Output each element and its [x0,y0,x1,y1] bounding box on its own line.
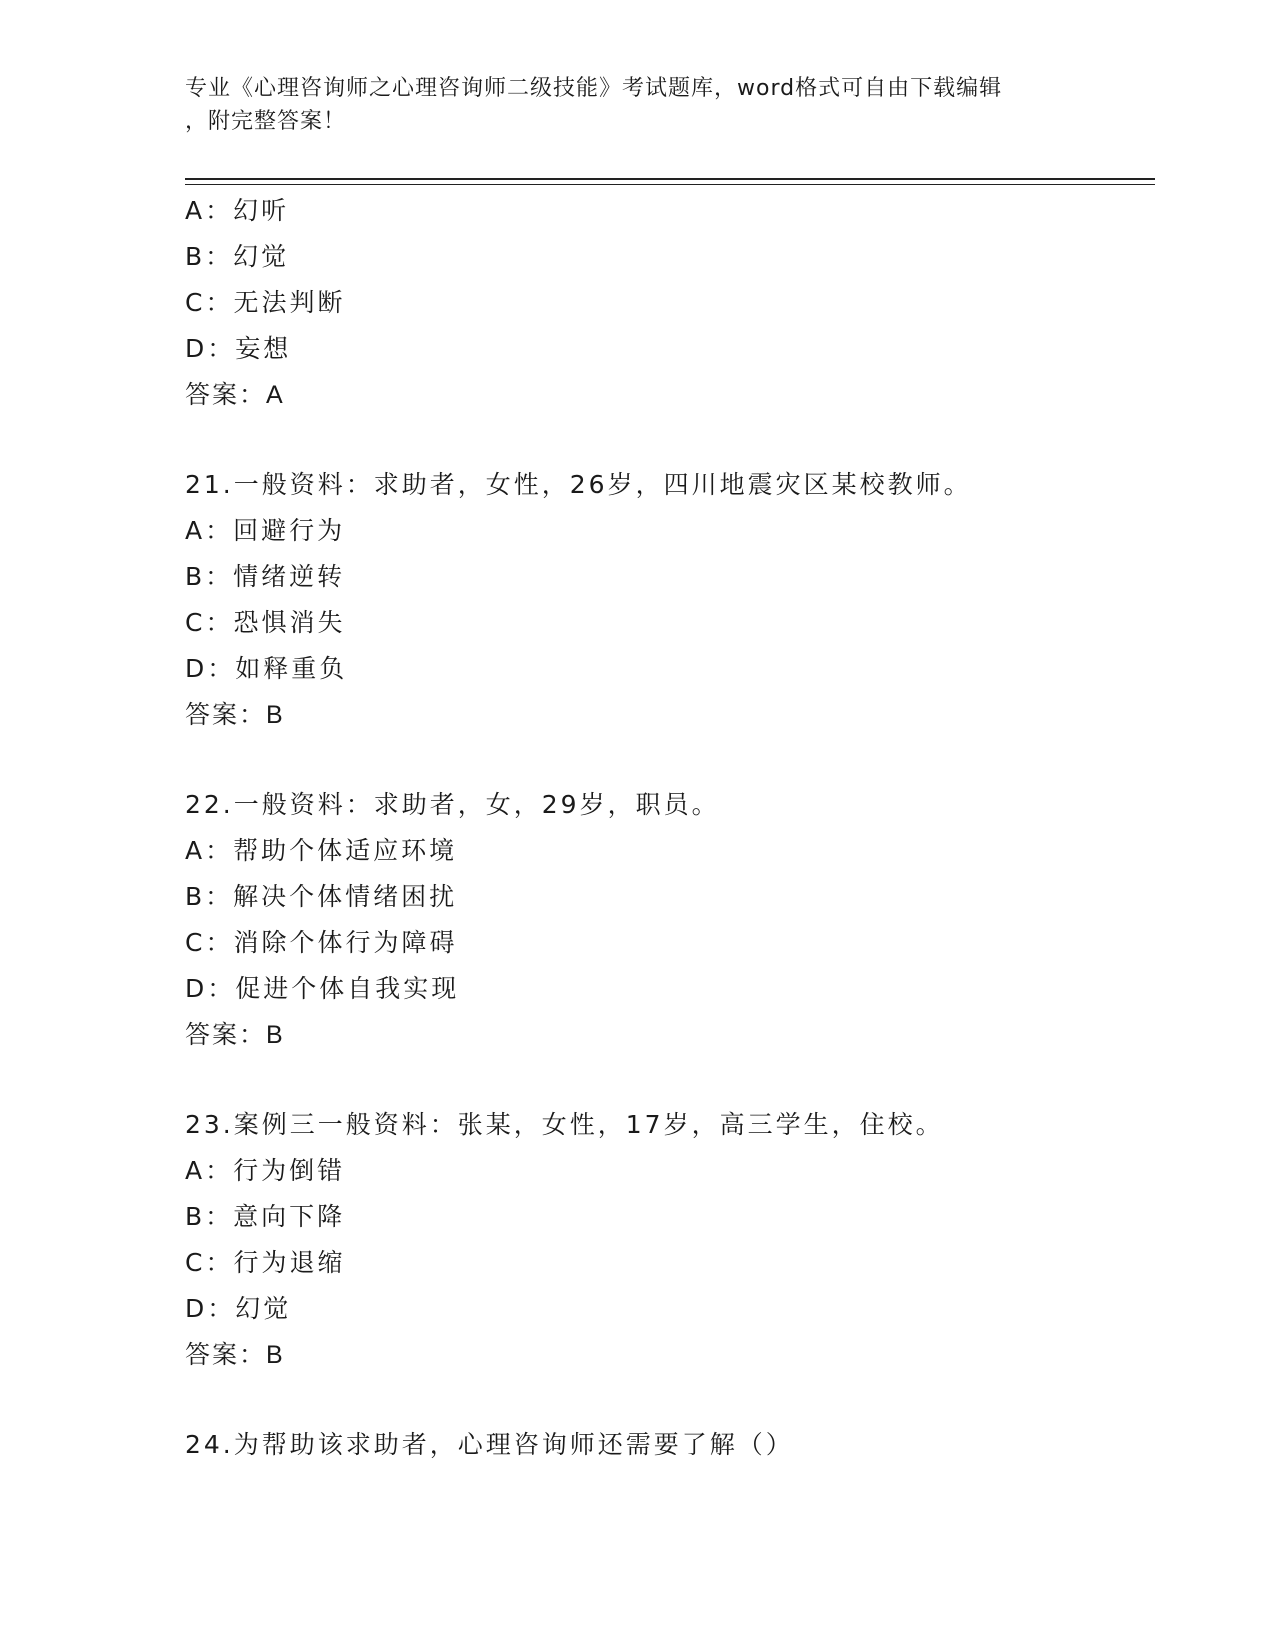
option-c: C：恐惧消失 [185,608,346,637]
option-d: D：妄想 [185,334,292,363]
header-divider-thick [185,178,1155,180]
answer-line: 答案：B [185,1341,285,1369]
question-list [185,188,1155,1468]
question-block-21 [185,462,1155,738]
option-d: D：如释重负 [185,654,348,683]
option-d: D：幻觉 [185,1294,292,1323]
option-b: B：意向下降 [185,1202,346,1231]
question-text: 24.为帮助该求助者，心理咨询师还需要了解（） [185,1430,794,1459]
question-text: 21.一般资料：求助者，女性，26岁，四川地震灾区某校教师。 [185,470,972,499]
question-block-22 [185,782,1155,1058]
option-a: A：幻听 [185,196,290,225]
question-block-20 [185,188,1155,418]
option-a: A：回避行为 [185,516,346,545]
question-block-24 [185,1422,1155,1468]
question-text: 22.一般资料：求助者，女，29岁，职员。 [185,790,720,819]
option-c: C：消除个体行为障碍 [185,928,458,957]
document-header [185,72,1085,138]
answer-line: 答案：B [185,1021,285,1049]
option-a: A：行为倒错 [185,1156,346,1185]
question-text: 23.案例三一般资料：张某，女性，17岁，高三学生，住校。 [185,1110,944,1139]
option-c: C：行为退缩 [185,1248,346,1277]
option-b: B：情绪逆转 [185,562,346,591]
option-d: D：促进个体自我实现 [185,974,460,1003]
option-b: B：解决个体情绪困扰 [185,882,458,911]
option-c: C：无法判断 [185,288,346,317]
header-line-1: 专业《心理咨询师之心理咨询师二级技能》考试题库，word格式可自由下载编辑 [185,76,1003,101]
question-block-23 [185,1102,1155,1378]
answer-line: 答案：B [185,701,285,729]
option-a: A：帮助个体适应环境 [185,836,458,865]
header-divider-thin [185,184,1155,185]
header-line-2: ，附完整答案！ [185,109,347,134]
answer-line: 答案：A [185,381,285,409]
option-b: B：幻觉 [185,242,290,271]
